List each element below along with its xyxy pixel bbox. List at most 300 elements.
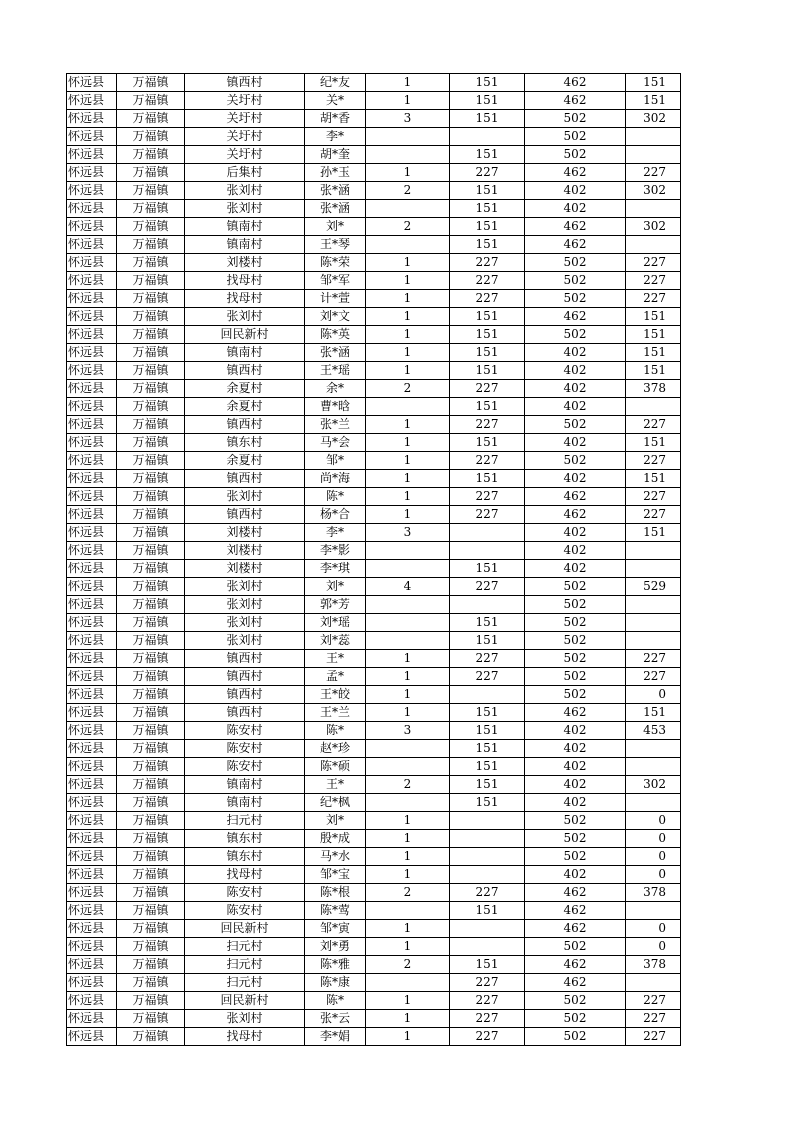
amount-b-cell: 402 <box>525 344 626 362</box>
county-cell: 怀远县 <box>67 416 117 434</box>
town-cell: 万福镇 <box>117 1028 185 1046</box>
county-cell: 怀远县 <box>67 596 117 614</box>
count-cell: 1 <box>366 992 450 1010</box>
amount-a-cell: 227 <box>450 974 525 992</box>
amount-b-cell: 502 <box>525 416 626 434</box>
town-cell: 万福镇 <box>117 560 185 578</box>
table-body <box>67 74 681 1046</box>
data-table <box>66 73 681 1046</box>
count-cell: 1 <box>366 704 450 722</box>
table-row <box>67 506 681 524</box>
village-cell: 镇西村 <box>185 686 305 704</box>
table-row <box>67 722 681 740</box>
town-cell: 万福镇 <box>117 398 185 416</box>
count-cell <box>366 398 450 416</box>
amount-b-cell: 502 <box>525 128 626 146</box>
amount-a-cell: 227 <box>450 650 525 668</box>
total-cell: 0 <box>626 866 681 884</box>
total-cell: 227 <box>626 254 681 272</box>
village-cell: 镇东村 <box>185 830 305 848</box>
name-cell: 胡*香 <box>305 110 366 128</box>
amount-a-cell <box>450 686 525 704</box>
village-cell: 关圩村 <box>185 128 305 146</box>
name-cell: 张*云 <box>305 1010 366 1028</box>
count-cell: 1 <box>366 1028 450 1046</box>
county-cell: 怀远县 <box>67 452 117 470</box>
table-row <box>67 794 681 812</box>
name-cell: 纪*友 <box>305 74 366 92</box>
amount-b-cell: 462 <box>525 902 626 920</box>
amount-b-cell: 402 <box>525 524 626 542</box>
table-row <box>67 992 681 1010</box>
amount-a-cell <box>450 920 525 938</box>
count-cell: 1 <box>366 470 450 488</box>
village-cell: 镇南村 <box>185 218 305 236</box>
name-cell: 马*水 <box>305 848 366 866</box>
total-cell: 227 <box>626 650 681 668</box>
total-cell: 0 <box>626 830 681 848</box>
table-row <box>67 1028 681 1046</box>
count-cell: 1 <box>366 812 450 830</box>
amount-a-cell: 227 <box>450 290 525 308</box>
table-row <box>67 812 681 830</box>
name-cell: 张*涵 <box>305 344 366 362</box>
amount-a-cell: 151 <box>450 74 525 92</box>
table-row <box>67 434 681 452</box>
count-cell <box>366 614 450 632</box>
amount-b-cell: 502 <box>525 290 626 308</box>
amount-b-cell: 502 <box>525 254 626 272</box>
count-cell: 1 <box>366 164 450 182</box>
name-cell: 李*娟 <box>305 1028 366 1046</box>
total-cell: 302 <box>626 110 681 128</box>
total-cell: 151 <box>626 704 681 722</box>
county-cell: 怀远县 <box>67 272 117 290</box>
total-cell <box>626 614 681 632</box>
county-cell: 怀远县 <box>67 182 117 200</box>
county-cell: 怀远县 <box>67 632 117 650</box>
town-cell: 万福镇 <box>117 110 185 128</box>
amount-b-cell: 462 <box>525 74 626 92</box>
table-row <box>67 920 681 938</box>
amount-a-cell: 227 <box>450 992 525 1010</box>
amount-a-cell: 227 <box>450 416 525 434</box>
count-cell <box>366 632 450 650</box>
amount-b-cell: 402 <box>525 434 626 452</box>
county-cell: 怀远县 <box>67 110 117 128</box>
name-cell: 邹*军 <box>305 272 366 290</box>
name-cell: 纪*枫 <box>305 794 366 812</box>
table-row <box>67 74 681 92</box>
amount-b-cell: 502 <box>525 668 626 686</box>
village-cell: 关圩村 <box>185 110 305 128</box>
name-cell: 王*皎 <box>305 686 366 704</box>
amount-a-cell: 227 <box>450 164 525 182</box>
village-cell: 镇西村 <box>185 416 305 434</box>
town-cell: 万福镇 <box>117 236 185 254</box>
name-cell: 李* <box>305 128 366 146</box>
village-cell: 刘楼村 <box>185 560 305 578</box>
county-cell: 怀远县 <box>67 794 117 812</box>
village-cell: 张刘村 <box>185 578 305 596</box>
village-cell: 回民新村 <box>185 326 305 344</box>
total-cell: 227 <box>626 488 681 506</box>
name-cell: 孙*玉 <box>305 164 366 182</box>
amount-a-cell <box>450 848 525 866</box>
count-cell: 1 <box>366 416 450 434</box>
name-cell: 陈*根 <box>305 884 366 902</box>
town-cell: 万福镇 <box>117 290 185 308</box>
total-cell: 151 <box>626 74 681 92</box>
table-row <box>67 524 681 542</box>
count-cell: 2 <box>366 380 450 398</box>
amount-b-cell: 462 <box>525 974 626 992</box>
amount-a-cell <box>450 542 525 560</box>
amount-b-cell: 502 <box>525 686 626 704</box>
name-cell: 邹*寅 <box>305 920 366 938</box>
total-cell <box>626 596 681 614</box>
amount-b-cell: 402 <box>525 740 626 758</box>
town-cell: 万福镇 <box>117 362 185 380</box>
village-cell: 关圩村 <box>185 146 305 164</box>
total-cell: 453 <box>626 722 681 740</box>
county-cell: 怀远县 <box>67 254 117 272</box>
table-row <box>67 704 681 722</box>
village-cell: 镇西村 <box>185 470 305 488</box>
name-cell: 陈*雅 <box>305 956 366 974</box>
amount-b-cell: 402 <box>525 560 626 578</box>
county-cell: 怀远县 <box>67 236 117 254</box>
table-row <box>67 884 681 902</box>
county-cell: 怀远县 <box>67 668 117 686</box>
village-cell: 后集村 <box>185 164 305 182</box>
count-cell: 1 <box>366 686 450 704</box>
amount-b-cell: 502 <box>525 326 626 344</box>
village-cell: 张刘村 <box>185 614 305 632</box>
total-cell: 227 <box>626 164 681 182</box>
count-cell: 1 <box>366 434 450 452</box>
town-cell: 万福镇 <box>117 1010 185 1028</box>
count-cell: 2 <box>366 218 450 236</box>
total-cell: 227 <box>626 992 681 1010</box>
name-cell: 余* <box>305 380 366 398</box>
town-cell: 万福镇 <box>117 524 185 542</box>
county-cell: 怀远县 <box>67 884 117 902</box>
amount-b-cell: 402 <box>525 542 626 560</box>
amount-a-cell: 227 <box>450 380 525 398</box>
table-row <box>67 848 681 866</box>
name-cell: 张*兰 <box>305 416 366 434</box>
amount-a-cell: 151 <box>450 398 525 416</box>
village-cell: 张刘村 <box>185 632 305 650</box>
town-cell: 万福镇 <box>117 254 185 272</box>
amount-a-cell <box>450 866 525 884</box>
amount-b-cell: 402 <box>525 362 626 380</box>
county-cell: 怀远县 <box>67 542 117 560</box>
count-cell: 1 <box>366 848 450 866</box>
town-cell: 万福镇 <box>117 200 185 218</box>
table-row <box>67 380 681 398</box>
county-cell: 怀远县 <box>67 938 117 956</box>
amount-b-cell: 402 <box>525 470 626 488</box>
town-cell: 万福镇 <box>117 848 185 866</box>
town-cell: 万福镇 <box>117 938 185 956</box>
total-cell: 151 <box>626 362 681 380</box>
count-cell: 1 <box>366 452 450 470</box>
town-cell: 万福镇 <box>117 686 185 704</box>
village-cell: 张刘村 <box>185 488 305 506</box>
table-row <box>67 416 681 434</box>
total-cell: 227 <box>626 416 681 434</box>
amount-a-cell: 151 <box>450 344 525 362</box>
village-cell: 回民新村 <box>185 992 305 1010</box>
count-cell: 2 <box>366 182 450 200</box>
amount-b-cell: 402 <box>525 182 626 200</box>
amount-b-cell: 462 <box>525 956 626 974</box>
amount-b-cell: 462 <box>525 884 626 902</box>
total-cell: 529 <box>626 578 681 596</box>
village-cell: 张刘村 <box>185 308 305 326</box>
town-cell: 万福镇 <box>117 650 185 668</box>
town-cell: 万福镇 <box>117 668 185 686</box>
count-cell: 3 <box>366 110 450 128</box>
county-cell: 怀远县 <box>67 758 117 776</box>
town-cell: 万福镇 <box>117 164 185 182</box>
name-cell: 杨*合 <box>305 506 366 524</box>
village-cell: 陈安村 <box>185 722 305 740</box>
table-row <box>67 830 681 848</box>
table-row <box>67 758 681 776</box>
count-cell <box>366 974 450 992</box>
amount-b-cell: 502 <box>525 992 626 1010</box>
town-cell: 万福镇 <box>117 128 185 146</box>
town-cell: 万福镇 <box>117 992 185 1010</box>
total-cell: 151 <box>626 344 681 362</box>
amount-b-cell: 462 <box>525 506 626 524</box>
amount-a-cell: 151 <box>450 362 525 380</box>
name-cell: 李*影 <box>305 542 366 560</box>
amount-b-cell: 502 <box>525 812 626 830</box>
town-cell: 万福镇 <box>117 380 185 398</box>
village-cell: 镇东村 <box>185 848 305 866</box>
county-cell: 怀远县 <box>67 362 117 380</box>
town-cell: 万福镇 <box>117 74 185 92</box>
county-cell: 怀远县 <box>67 380 117 398</box>
table-row <box>67 92 681 110</box>
name-cell: 邹*宝 <box>305 866 366 884</box>
name-cell: 李*琪 <box>305 560 366 578</box>
amount-a-cell <box>450 830 525 848</box>
count-cell <box>366 596 450 614</box>
county-cell: 怀远县 <box>67 218 117 236</box>
town-cell: 万福镇 <box>117 776 185 794</box>
table-row <box>67 974 681 992</box>
village-cell: 陈安村 <box>185 902 305 920</box>
town-cell: 万福镇 <box>117 416 185 434</box>
county-cell: 怀远县 <box>67 560 117 578</box>
village-cell: 余夏村 <box>185 452 305 470</box>
amount-a-cell: 151 <box>450 722 525 740</box>
count-cell: 4 <box>366 578 450 596</box>
county-cell: 怀远县 <box>67 1010 117 1028</box>
total-cell <box>626 758 681 776</box>
amount-b-cell: 502 <box>525 452 626 470</box>
amount-b-cell: 402 <box>525 398 626 416</box>
name-cell: 刘* <box>305 218 366 236</box>
town-cell: 万福镇 <box>117 956 185 974</box>
village-cell: 找母村 <box>185 290 305 308</box>
amount-b-cell: 502 <box>525 1010 626 1028</box>
county-cell: 怀远县 <box>67 326 117 344</box>
county-cell: 怀远县 <box>67 704 117 722</box>
county-cell: 怀远县 <box>67 434 117 452</box>
village-cell: 镇西村 <box>185 362 305 380</box>
count-cell: 1 <box>366 920 450 938</box>
amount-a-cell: 151 <box>450 632 525 650</box>
name-cell: 陈*莺 <box>305 902 366 920</box>
amount-b-cell: 502 <box>525 632 626 650</box>
town-cell: 万福镇 <box>117 884 185 902</box>
name-cell: 陈*荣 <box>305 254 366 272</box>
table-row <box>67 452 681 470</box>
name-cell: 陈*英 <box>305 326 366 344</box>
village-cell: 镇南村 <box>185 344 305 362</box>
amount-a-cell: 227 <box>450 884 525 902</box>
county-cell: 怀远县 <box>67 866 117 884</box>
count-cell <box>366 542 450 560</box>
town-cell: 万福镇 <box>117 470 185 488</box>
county-cell: 怀远县 <box>67 92 117 110</box>
village-cell: 找母村 <box>185 866 305 884</box>
count-cell <box>366 128 450 146</box>
name-cell: 刘*瑶 <box>305 614 366 632</box>
amount-a-cell: 151 <box>450 218 525 236</box>
name-cell: 张*涵 <box>305 200 366 218</box>
village-cell: 扫元村 <box>185 812 305 830</box>
total-cell: 0 <box>626 848 681 866</box>
county-cell: 怀远县 <box>67 488 117 506</box>
table-row <box>67 110 681 128</box>
count-cell: 1 <box>366 488 450 506</box>
total-cell: 0 <box>626 686 681 704</box>
table-row <box>67 902 681 920</box>
table-row <box>67 956 681 974</box>
county-cell: 怀远县 <box>67 1028 117 1046</box>
total-cell: 227 <box>626 290 681 308</box>
village-cell: 镇西村 <box>185 506 305 524</box>
table-row <box>67 650 681 668</box>
table-row <box>67 938 681 956</box>
table-row <box>67 128 681 146</box>
village-cell: 余夏村 <box>185 398 305 416</box>
village-cell: 张刘村 <box>185 200 305 218</box>
county-cell: 怀远县 <box>67 992 117 1010</box>
amount-b-cell: 502 <box>525 614 626 632</box>
count-cell: 1 <box>366 650 450 668</box>
village-cell: 镇南村 <box>185 236 305 254</box>
town-cell: 万福镇 <box>117 92 185 110</box>
amount-a-cell: 151 <box>450 146 525 164</box>
amount-a-cell <box>450 524 525 542</box>
amount-a-cell: 227 <box>450 1010 525 1028</box>
village-cell: 镇西村 <box>185 704 305 722</box>
county-cell: 怀远县 <box>67 200 117 218</box>
name-cell: 曹*晗 <box>305 398 366 416</box>
county-cell: 怀远县 <box>67 902 117 920</box>
name-cell: 王* <box>305 776 366 794</box>
amount-b-cell: 502 <box>525 650 626 668</box>
name-cell: 刘*文 <box>305 308 366 326</box>
total-cell: 227 <box>626 452 681 470</box>
table-row <box>67 236 681 254</box>
village-cell: 陈安村 <box>185 758 305 776</box>
town-cell: 万福镇 <box>117 326 185 344</box>
village-cell: 找母村 <box>185 272 305 290</box>
total-cell: 378 <box>626 956 681 974</box>
county-cell: 怀远县 <box>67 398 117 416</box>
county-cell: 怀远县 <box>67 740 117 758</box>
total-cell <box>626 398 681 416</box>
village-cell: 镇西村 <box>185 74 305 92</box>
village-cell: 扫元村 <box>185 974 305 992</box>
county-cell: 怀远县 <box>67 920 117 938</box>
count-cell: 1 <box>366 308 450 326</box>
count-cell: 3 <box>366 524 450 542</box>
village-cell: 张刘村 <box>185 1010 305 1028</box>
county-cell: 怀远县 <box>67 344 117 362</box>
village-cell: 扫元村 <box>185 956 305 974</box>
count-cell: 2 <box>366 956 450 974</box>
count-cell <box>366 902 450 920</box>
total-cell: 151 <box>626 326 681 344</box>
name-cell: 陈* <box>305 722 366 740</box>
county-cell: 怀远县 <box>67 830 117 848</box>
name-cell: 陈* <box>305 488 366 506</box>
count-cell <box>366 758 450 776</box>
count-cell <box>366 740 450 758</box>
name-cell: 关* <box>305 92 366 110</box>
table-row <box>67 182 681 200</box>
total-cell: 0 <box>626 920 681 938</box>
county-cell: 怀远县 <box>67 812 117 830</box>
count-cell <box>366 794 450 812</box>
name-cell: 陈*康 <box>305 974 366 992</box>
amount-a-cell: 151 <box>450 470 525 488</box>
town-cell: 万福镇 <box>117 596 185 614</box>
total-cell: 227 <box>626 1028 681 1046</box>
name-cell: 马*会 <box>305 434 366 452</box>
table-row <box>67 146 681 164</box>
county-cell: 怀远县 <box>67 848 117 866</box>
county-cell: 怀远县 <box>67 974 117 992</box>
table-row <box>67 596 681 614</box>
amount-a-cell: 227 <box>450 254 525 272</box>
amount-a-cell: 151 <box>450 434 525 452</box>
count-cell <box>366 200 450 218</box>
table-row <box>67 866 681 884</box>
amount-a-cell: 151 <box>450 200 525 218</box>
village-cell: 刘楼村 <box>185 254 305 272</box>
table-row <box>67 686 681 704</box>
village-cell: 刘楼村 <box>185 524 305 542</box>
name-cell: 刘*勇 <box>305 938 366 956</box>
county-cell: 怀远县 <box>67 308 117 326</box>
town-cell: 万福镇 <box>117 614 185 632</box>
county-cell: 怀远县 <box>67 722 117 740</box>
table-row <box>67 308 681 326</box>
town-cell: 万福镇 <box>117 722 185 740</box>
table-row <box>67 272 681 290</box>
